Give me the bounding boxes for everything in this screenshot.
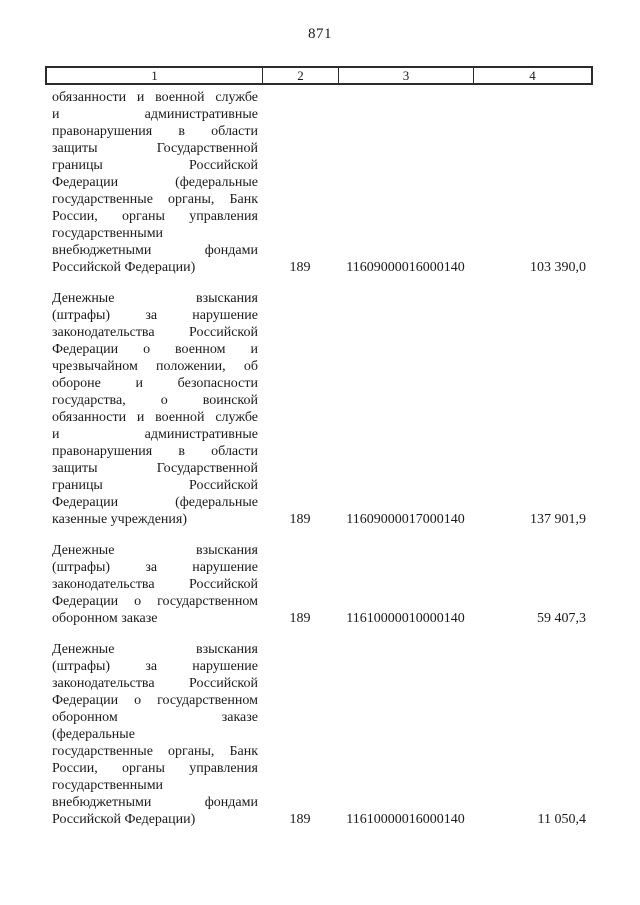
row-amount-cell: 103 390,0 bbox=[530, 260, 586, 275]
description-line: Федерации о военном и bbox=[52, 342, 258, 357]
description-line: государства, о воинской bbox=[52, 393, 258, 408]
column-header-3: 3 bbox=[339, 68, 474, 83]
description-line: (штрафы) за нарушение bbox=[52, 308, 258, 323]
description-line: Федерации о государственном bbox=[52, 594, 258, 609]
table-row bbox=[45, 290, 593, 528]
description-line: внебюджетными фондами bbox=[52, 795, 258, 810]
description-line: обязанности и военной службе bbox=[52, 90, 258, 105]
description-line: России, органы управления bbox=[52, 209, 258, 224]
description-line: оборонном заказе bbox=[52, 611, 158, 626]
row-budget-code-cell: 11609000016000140 bbox=[346, 260, 465, 275]
description-line: государственные органы, Банк bbox=[52, 744, 258, 759]
column-header-2: 2 bbox=[263, 68, 339, 83]
row-description-cell bbox=[45, 641, 262, 828]
row-admin-code-cell: 189 bbox=[289, 611, 311, 626]
row-admin-code-cell: 189 bbox=[289, 812, 311, 827]
description-line: оборонном заказе bbox=[52, 710, 258, 725]
description-line: государственными bbox=[52, 226, 164, 241]
description-line: правонарушения в области bbox=[52, 124, 258, 139]
table-row bbox=[45, 542, 593, 627]
description-line: государственные органы, Банк bbox=[52, 192, 258, 207]
row-admin-code-cell: 189 bbox=[289, 512, 311, 527]
description-line: Денежные взыскания bbox=[52, 543, 258, 558]
row-budget-code-cell: 11610000010000140 bbox=[346, 611, 465, 626]
description-line: Федерации о государственном bbox=[52, 693, 258, 708]
description-line: (федеральные bbox=[52, 727, 135, 742]
table-body bbox=[45, 89, 593, 828]
description-line: Федерации (федеральные bbox=[52, 495, 258, 510]
description-line: России, органы управления bbox=[52, 761, 258, 776]
description-line: (штрафы) за нарушение bbox=[52, 560, 258, 575]
description-line: защиты Государственной bbox=[52, 141, 258, 156]
description-line: Российской Федерации) bbox=[52, 812, 196, 827]
column-number-header-row bbox=[45, 66, 593, 85]
description-line: Федерации (федеральные bbox=[52, 175, 258, 190]
table-row bbox=[45, 641, 593, 828]
description-line: границы Российской bbox=[52, 158, 258, 173]
row-amount-cell: 59 407,3 bbox=[537, 611, 586, 626]
description-line: законодательства Российской bbox=[52, 676, 258, 691]
description-line: (штрафы) за нарушение bbox=[52, 659, 258, 674]
row-amount-cell: 137 901,9 bbox=[530, 512, 586, 527]
description-line: Российской Федерации) bbox=[52, 260, 196, 275]
row-description-cell bbox=[45, 89, 262, 276]
table-row bbox=[45, 89, 593, 276]
description-line: правонарушения в области bbox=[52, 444, 258, 459]
description-line: Денежные взыскания bbox=[52, 291, 258, 306]
row-description-cell bbox=[45, 542, 262, 627]
row-admin-code-cell: 189 bbox=[289, 260, 311, 275]
description-line: чрезвычайном положении, об bbox=[52, 359, 258, 374]
description-line: и административные bbox=[52, 107, 258, 122]
column-header-4: 4 bbox=[529, 68, 536, 83]
description-line: обороне и безопасности bbox=[52, 376, 258, 391]
description-line: защиты Государственной bbox=[52, 461, 258, 476]
page-number: 871 bbox=[308, 26, 332, 42]
budget-table bbox=[45, 66, 593, 842]
description-line: и административные bbox=[52, 427, 258, 442]
description-line: границы Российской bbox=[52, 478, 258, 493]
description-line: законодательства Российской bbox=[52, 325, 258, 340]
description-line: казенные учреждения) bbox=[52, 512, 188, 527]
row-budget-code-cell: 11609000017000140 bbox=[346, 512, 465, 527]
description-line: государственными bbox=[52, 778, 164, 793]
row-amount-cell: 11 050,4 bbox=[537, 812, 586, 827]
row-description-cell bbox=[45, 290, 262, 528]
description-line: Денежные взыскания bbox=[52, 642, 258, 657]
column-header-1: 1 bbox=[47, 68, 263, 83]
row-budget-code-cell: 11610000016000140 bbox=[346, 812, 465, 827]
description-line: обязанности и военной службе bbox=[52, 410, 258, 425]
description-line: законодательства Российской bbox=[52, 577, 258, 592]
description-line: внебюджетными фондами bbox=[52, 243, 258, 258]
